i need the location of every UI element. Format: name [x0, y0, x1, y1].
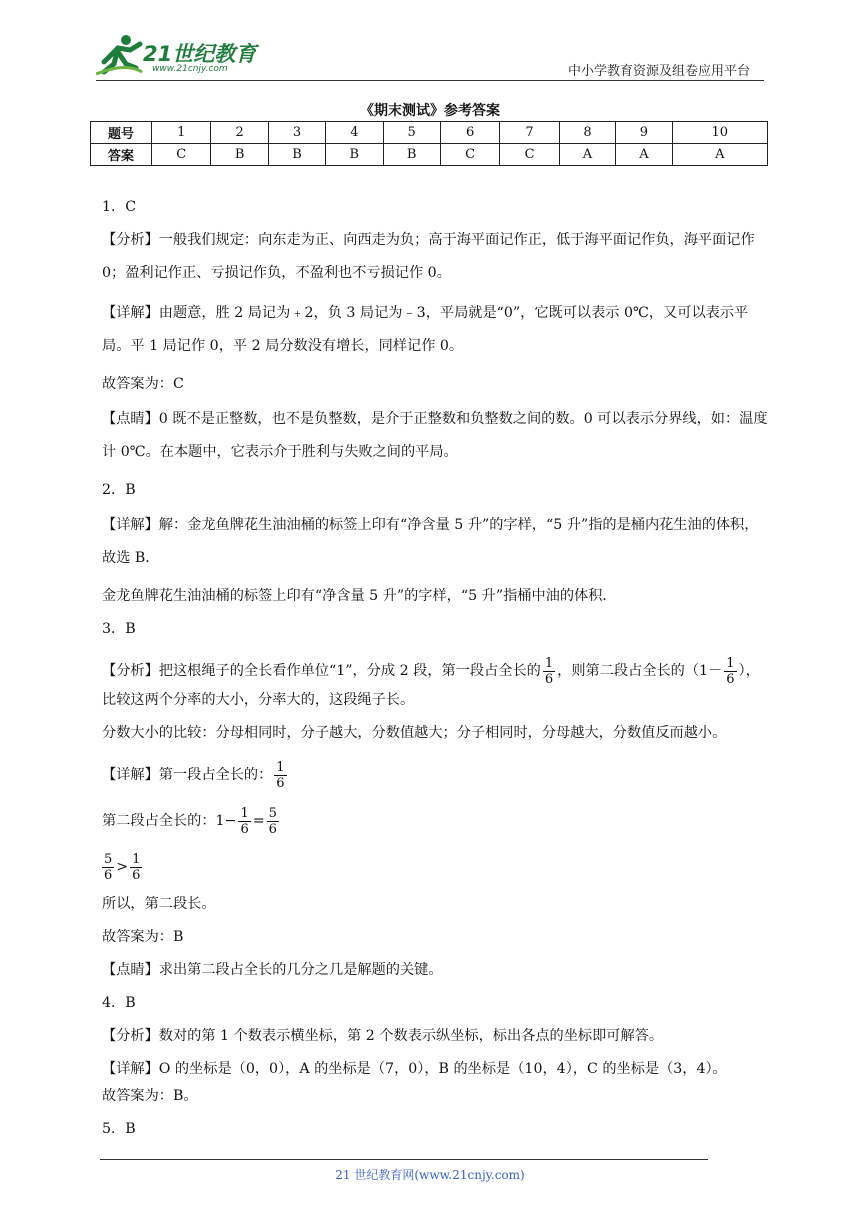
question-heading: 3．B [102, 621, 136, 637]
table-cell: C [500, 144, 559, 166]
table-cell: B [326, 144, 383, 166]
analysis-paragraph [102, 651, 770, 691]
note-paragraph: 【点睛】求出第二段占全长的几分之几是解题的关键。 [102, 962, 443, 978]
question-heading: 1．C [102, 199, 137, 215]
footer-text: 21 世纪教育网(www.21cnjy.com) [335, 1168, 525, 1182]
fraction: $\frac{5}{6}$ [268, 805, 277, 837]
table-cell: 2 [211, 122, 268, 144]
table-cell: C [152, 144, 211, 166]
detail-text: 【详解】第一段占全长的： [102, 767, 273, 783]
table-cell: C [440, 144, 499, 166]
table-row-answers [91, 144, 768, 166]
table-cell: B [268, 144, 325, 166]
question-heading: 4．B [102, 995, 136, 1011]
answer-explanations [102, 196, 770, 1151]
table-cell: A [672, 144, 767, 166]
detail-paragraph: 【详解】解：金龙鱼牌花生油油桶的标签上印有“净含量 5 升”的字样，“5 升”指的是桶内花生油的体积， 故选 B． [102, 517, 766, 566]
table-cell: A [616, 144, 672, 166]
table-cell: B [211, 144, 268, 166]
header-divider [96, 80, 764, 81]
table-cell: 4 [326, 122, 383, 144]
equation-line [102, 801, 770, 841]
fraction: $\frac{1}{6}$ [726, 655, 735, 687]
analysis-paragraph: 比较这两个分率的大小，分率大的，这段绳子长。 [102, 692, 415, 708]
document-title: 《期末测试》参考答案 [360, 103, 500, 119]
fraction: $\frac{1}{6}$ [544, 655, 554, 687]
comparison-line [102, 847, 770, 887]
fraction: $\frac{1}{6}$ [276, 759, 285, 791]
math-number: 1 [215, 813, 225, 829]
rule-paragraph: 分数大小的比较：分母相同时，分子越大，分数值越大；分子相同时，分母越大，分数值反而越小。 [102, 725, 727, 741]
analysis-paragraph: 【分析】数对的第 1 个数表示横坐标，第 2 个数表示纵坐标，标出各点的坐标即可解答。 [102, 1028, 664, 1044]
math-operator: > [116, 859, 129, 875]
note-paragraph: 【点睛】0 既不是正整数，也不是负整数，是介于正整数和负整数之间的数。0 可以表示分界线，如：温度计 0℃。在本题中，它表示介于胜利与失败之间的平局。 [102, 411, 768, 460]
row-label-number: 题号 [91, 122, 152, 144]
table-cell: A [559, 144, 615, 166]
table-cell: 3 [268, 122, 325, 144]
table-cell: 1 [152, 122, 211, 144]
footer-divider [100, 1159, 708, 1160]
fraction: $\frac{1}{6}$ [132, 851, 141, 883]
table-cell: 9 [616, 122, 672, 144]
detail-text: 第二段占全长的： [102, 813, 216, 829]
detail-paragraph: 【详解】O 的坐标是（0，0），A 的坐标是（7，0），B 的坐标是（10，4），C 的坐标是（3，4）。 [102, 1061, 727, 1077]
analysis-text: 【分析】把这根绳子的全长看作单位“1”，分成 2 段，第一段占全长的 [102, 663, 541, 679]
platform-label: 中小学教育资源及组卷应用平台 [567, 64, 750, 79]
question-heading: 2．B [102, 482, 136, 498]
table-cell: B [383, 144, 440, 166]
table-cell: 10 [672, 122, 767, 144]
answer-line: 故答案为：B。 [102, 1088, 198, 1104]
answer-line: 故答案为：C [102, 376, 184, 392]
logo-text: 21世纪教育 [143, 42, 257, 66]
logo-url: www.21cnjy.com [152, 64, 228, 74]
fraction: $\frac{5}{6}$ [104, 851, 113, 883]
analysis-text: ）， [738, 663, 760, 679]
conclusion-line: 所以，第二段长。 [102, 896, 216, 912]
analysis-paragraph: 【分析】一般我们规定：向东走为正、向西走为负；高于海平面记作正，低于海平面记作负，海平面记作 0；盈利记作正、亏损记作负，不盈利也不亏损记作 0。 [102, 232, 755, 281]
extra-paragraph: 金龙鱼牌花生油油桶的标签上印有“净含量 5 升”的字样，“5 升”指桶中油的体积． [102, 588, 617, 604]
row-label-answer: 答案 [91, 144, 152, 166]
table-cell: 5 [383, 122, 440, 144]
table-row-numbers [91, 122, 768, 144]
answer-line: 故答案为：B [102, 929, 184, 945]
answer-table [90, 121, 768, 166]
math-operator: = [252, 813, 265, 829]
table-cell: 7 [500, 122, 559, 144]
table-cell: 8 [559, 122, 615, 144]
math-operator: − [224, 813, 237, 829]
detail-paragraph [102, 755, 770, 795]
fraction: $\frac{1}{6}$ [240, 805, 249, 837]
question-heading: 5．B [102, 1121, 136, 1137]
table-cell: 6 [440, 122, 499, 144]
detail-paragraph: 【详解】由题意，胜 2 局记为﹢2，负 3 局记为﹣3，平局就是“0”，它既可以表示 0℃，又可以表示平局。平 1 局记作 0，平 2 局分数没有增长，同样记作 0。 [102, 305, 749, 354]
analysis-text: ，则第二段占全长的（1－ [557, 663, 723, 679]
